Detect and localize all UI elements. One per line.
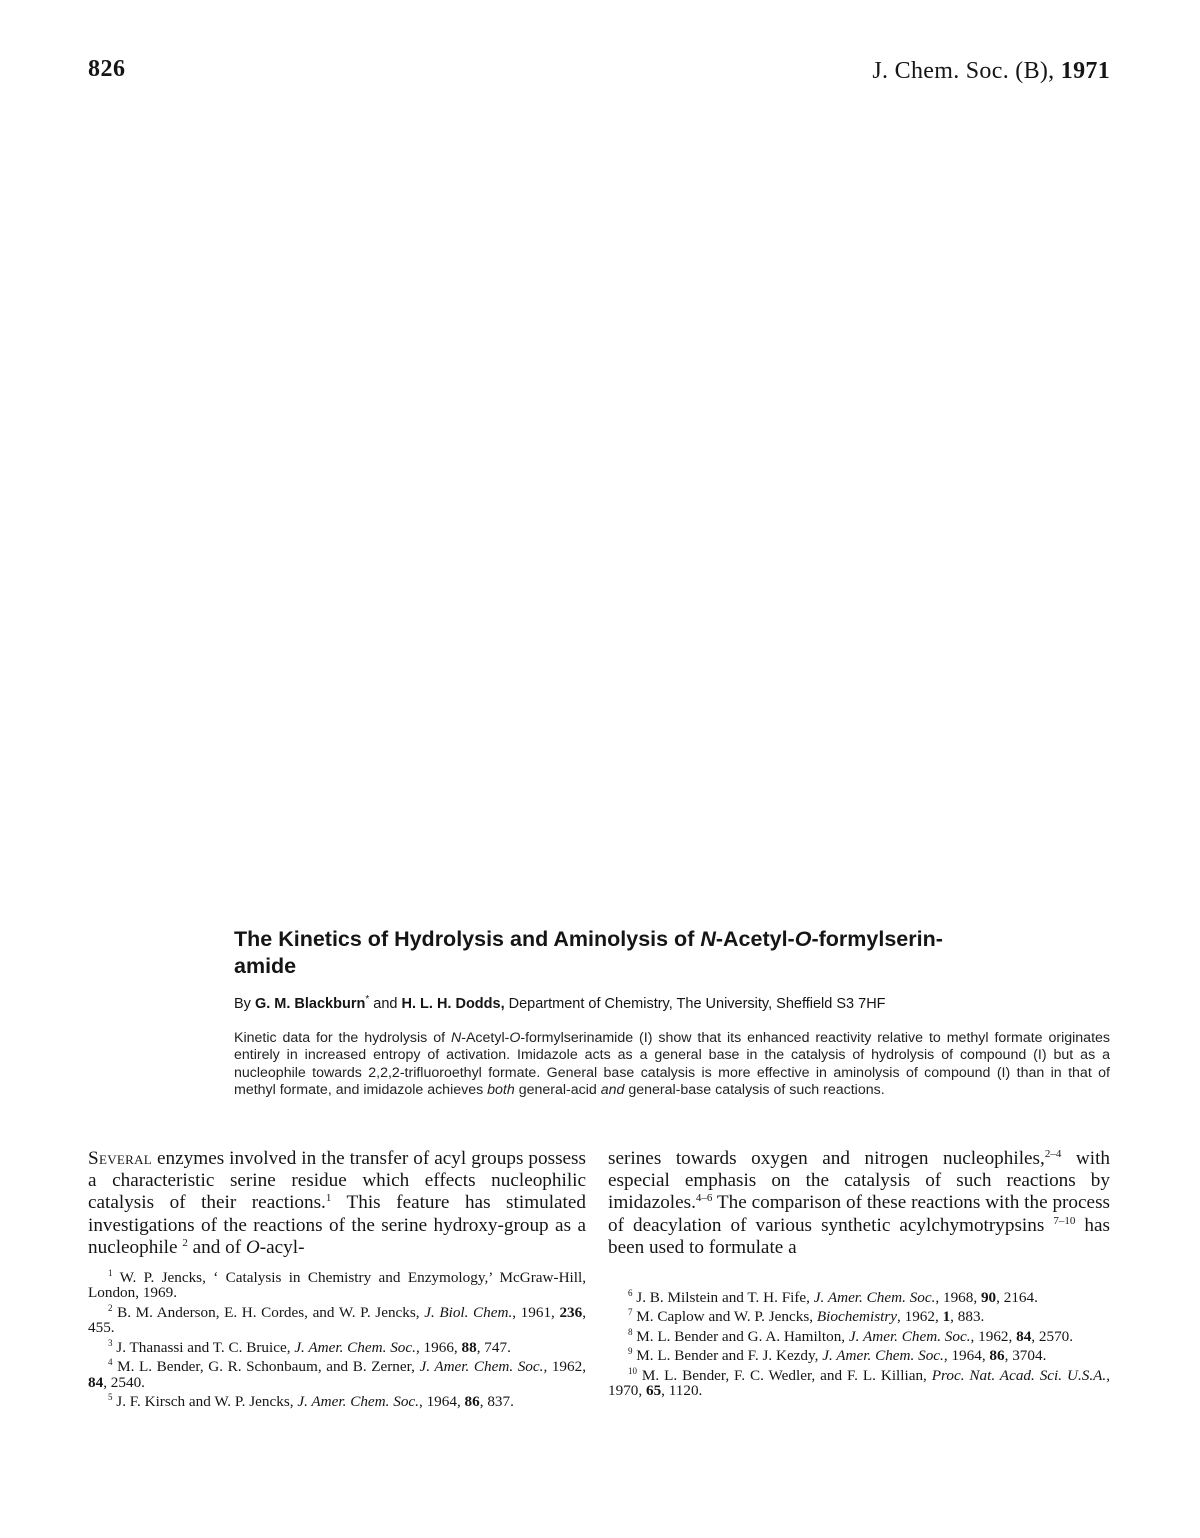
body-text-right-column: serines towards oxygen and nitrogen nucleophiles,$^{2-4}$ with especial emphasis on the catalysis of such reactions by imidazoles.$^{4-6}$ The comparison of these reactions with the process of deacylation of various synthetic acylchymotrypsins $^{7-10}$ has been used to formulate a	[608, 1148, 1110, 1258]
footnote: $^4$ M. L. Bender, G. R. Schonbaum, and B. Zerner, J. Amer. Chem. Soc., 1962, 84, 2540.	[88, 1357, 587, 1391]
footnotes-right	[608, 1286, 1110, 1399]
body-text-left-column: Several enzymes involved in the transfer of acyl groups possess a characteristic serine residue which effects nucleophilic catalysis of their reactions.$^1$ This feature has stimulated investigations of the reactions of the serine hydroxy-group as a nucleophile $^2$ and of O-acyl-	[88, 1148, 586, 1258]
reference-marker: 1	[325, 1192, 332, 1205]
author-2: H. L. H. Dodds,	[401, 995, 505, 1012]
affiliation: Department of Chemistry, The University, Sheffield S3 7HF	[504, 995, 886, 1012]
footnote: $^{10}$ M. L. Bender, F. C. Wedler, and F. L. Killian, Proc. Nat. Acad. Sci. U.S.A., 1970, 65, 1120.	[608, 1365, 1110, 1400]
page-number: 826	[88, 56, 126, 82]
footnote: $^2$ B. M. Anderson, E. H. Cordes, and W. P. Jencks, J. Biol. Chem., 1961, 236, 455.	[88, 1302, 587, 1337]
journal-name: J. Chem. Soc. (B),	[872, 58, 1055, 84]
journal-header	[872, 58, 1110, 85]
byline: By G. M. Blackburn* and H. L. H. Dodds, Department of Chemistry, The University, Sheffield S3 7HF	[234, 994, 886, 1012]
footnote: $^7$ M. Caplow and W. P. Jencks, Biochemistry, 1962, 1, 883.	[628, 1307, 985, 1326]
reference-marker: 4–6	[695, 1192, 713, 1205]
footnotes-left	[88, 1266, 586, 1410]
journal-year: 1971	[1060, 58, 1110, 84]
footnote: $^3$ J. Thanassi and T. C. Bruice, J. Amer. Chem. Soc., 1966, 88, 747.	[108, 1337, 511, 1356]
footnote: $^5$ J. F. Kirsch and W. P. Jencks, J. Amer. Chem. Soc., 1964, 86, 837.	[108, 1392, 514, 1411]
author-1: G. M. Blackburn	[254, 995, 366, 1012]
footnote: $^1$ W. P. Jencks, ‘ Catalysis in Chemistry and Enzymology,’ McGraw-Hill, London, 1969.	[88, 1268, 586, 1302]
reference-marker: 2–4	[1044, 1148, 1062, 1160]
footnote: $^6$ J. B. Milstein and T. H. Fife, J. Amer. Chem. Soc., 1968, 90, 2164.	[628, 1288, 1038, 1307]
article-title: The Kinetics of Hydrolysis and Aminolysis of N-Acetyl-O-formylserin- amide	[234, 927, 943, 978]
footnote: $^8$ M. L. Bender and G. A. Hamilton, J. Amer. Chem. Soc., 1962, 84, 2570.	[628, 1326, 1074, 1345]
reference-marker: 2	[182, 1236, 188, 1249]
footnote: $^9$ M. L. Bender and F. J. Kezdy, J. Amer. Chem. Soc., 1964, 86, 3704.	[628, 1346, 1047, 1365]
reference-marker: 7–10	[1053, 1214, 1076, 1227]
abstract: Kinetic data for the hydrolysis of N-Acetyl-O-formylserinamide (I) show that its enhanced reactivity relative to methyl formate originates entirely in increased entropy of activation. Imidazole acts as a general base in the catalysis of hydrolysis of compound (I) but as a nucleophile towards 2,2,2-trifluoroethyl formate. General base catalysis is more effective in aminolysis of compound (I) than in that of methyl formate, and imidazole achieves both general-acid and general-base catalysis of such reactions.	[234, 1030, 1110, 1099]
